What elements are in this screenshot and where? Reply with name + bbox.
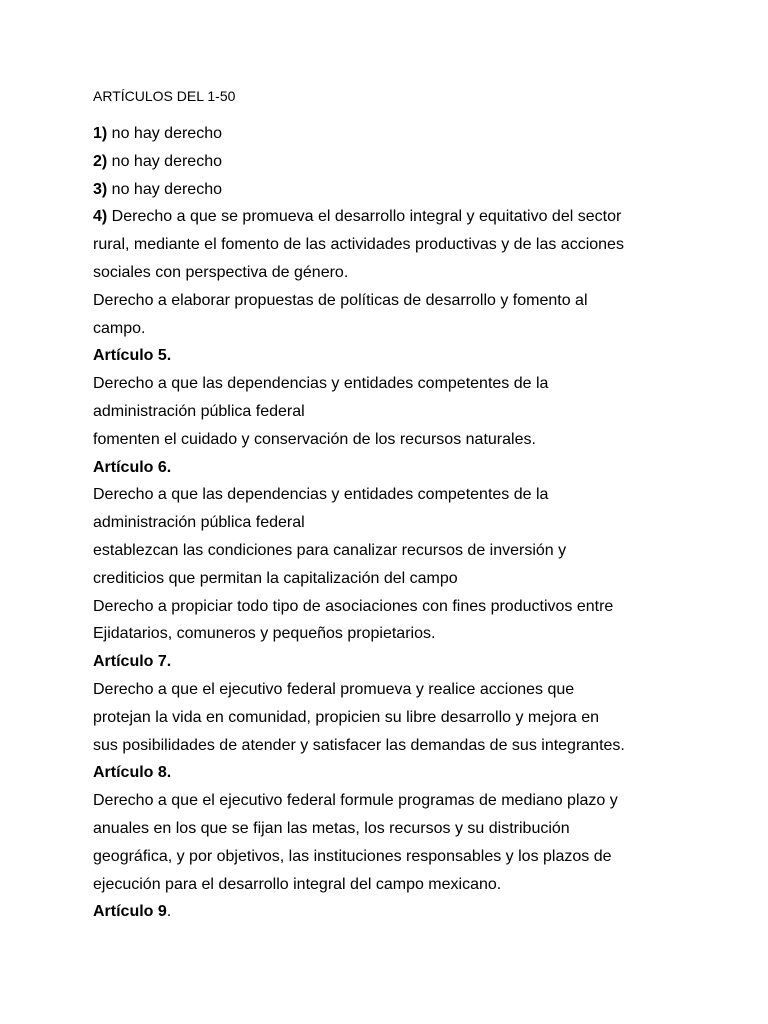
line-text: sus posibilidades de atender y satisfacer las demandas de sus integrantes. [93,736,625,754]
document-title: ARTÍCULOS DEL 1-50 [93,88,236,104]
line-text: campo. [93,319,146,337]
text-line [93,398,733,426]
text-line [93,231,733,259]
line-text: geográfica, y por objetivos, las instituciones responsables y los plazos de [93,847,612,865]
article-heading-text: Artículo 6. [93,458,172,476]
line-text: protejan la vida en comunidad, propicien su libre desarrollo y mejora en [93,708,600,726]
text-line [93,565,733,593]
line-text: fomenten el cuidado y conservación de los recursos naturales. [93,430,536,448]
line-text: no hay derecho [107,125,222,142]
text-line [93,593,733,621]
line-text: no hay derecho [107,152,222,170]
text-line [93,509,733,537]
text-line [93,732,733,760]
text-line [93,871,733,899]
article-heading [93,342,733,370]
line-text: ejecución para el desarrollo integral del campo mexicano. [93,875,502,893]
line-text: Derecho a que el ejecutivo federal formule programas de mediano plazo y [93,792,618,810]
article-heading [93,648,733,676]
line-text: Ejidatarios, comuneros y pequeños propietarios. [93,625,436,643]
text-line [93,815,733,843]
text-line [93,315,733,343]
text-line [93,287,733,315]
article-heading [93,898,733,926]
line-text: Derecho a que las dependencias y entidades competentes de la [93,486,549,504]
article-heading-text: Artículo 5. [93,347,172,365]
text-line [93,787,733,815]
article-heading-text: Artículo 9 [93,903,167,921]
line-text: rural, mediante el fomento de las actividades productivas y de las acciones [93,236,624,254]
text-line [93,176,733,204]
item-number: 4) [93,208,108,226]
item-number: 1) [93,125,108,142]
line-text: sociales con perspectiva de género. [93,263,349,281]
text-line [93,370,733,398]
line-text: anuales en los que se fijan las metas, los recursos y su distribución [93,819,570,837]
text-line [93,481,733,509]
line-text: administración pública federal [93,402,305,420]
line-text: Derecho a elaborar propuestas de políticas de desarrollo y fomento al [93,291,588,309]
article-heading [93,759,733,787]
item-number: 2) [93,152,108,170]
text-line [93,426,733,454]
line-text: administración pública federal [93,514,305,532]
text-line [93,203,733,231]
line-text: Derecho a propiciar todo tipo de asociaciones con fines productivos entre [93,597,614,615]
text-line [93,259,733,287]
line-text: Derecho a que las dependencias y entidades competentes de la [93,375,549,393]
text-line [93,120,733,148]
document-body [93,120,733,926]
article-heading [93,454,733,482]
item-number: 3) [93,180,108,198]
line-text: . [166,903,172,921]
text-line [93,704,733,732]
line-text: establezcan las condiciones para canalizar recursos de inversión y [93,541,567,559]
line-text: Derecho a que el ejecutivo federal promueva y realice acciones que [93,680,575,698]
text-line [93,148,733,176]
text-line [93,537,733,565]
line-text: no hay derecho [107,180,222,198]
text-line [93,676,733,704]
text-line [93,620,733,648]
text-line [93,843,733,871]
line-text: crediticios que permitan la capitalización del campo [93,569,458,587]
article-heading-text: Artículo 8. [93,764,172,782]
article-heading-text: Artículo 7. [93,653,172,671]
line-text: Derecho a que se promueva el desarrollo integral y equitativo del sector [107,208,622,226]
